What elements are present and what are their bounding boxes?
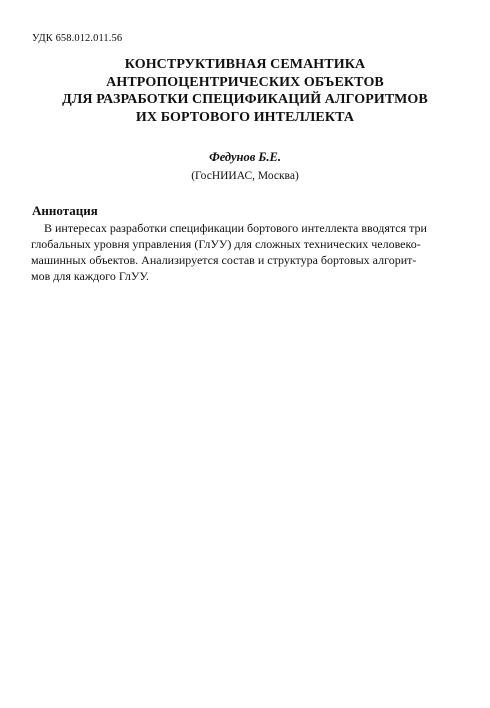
title-line: КОНСТРУКТИВНАЯ СЕМАНТИКА	[124, 57, 366, 72]
paper-title	[20, 56, 470, 126]
abstract-line: глобальных уровня управления (ГлУУ) для сложных технических человеко-	[31, 237, 421, 251]
abstract-line: В интересах разработки спецификации бортового интеллекта вводятся три	[44, 221, 427, 235]
udc-code: УДК 658.012.011.56	[32, 33, 123, 44]
title-line: АНТРОПОЦЕНТРИЧЕСКИХ ОБЪЕКТОВ	[106, 74, 384, 90]
title-line: ИХ БОРТОВОГО ИНТЕЛЛЕКТА	[135, 109, 355, 125]
author-name: Федунов Б.Е.	[209, 150, 281, 164]
author-affiliation: (ГосНИИАС, Москва)	[191, 170, 299, 182]
title-line: ДЛЯ РАЗРАБОТКИ СПЕЦИФИКАЦИЙ АЛГОРИТМОВ	[62, 92, 428, 107]
abstract-line: машинных объектов. Анализируется состав и структура бортовых алгорит-	[31, 253, 417, 267]
abstract-heading: Аннотация	[32, 203, 98, 218]
abstract-line: мов для каждого ГлУУ.	[31, 269, 149, 283]
